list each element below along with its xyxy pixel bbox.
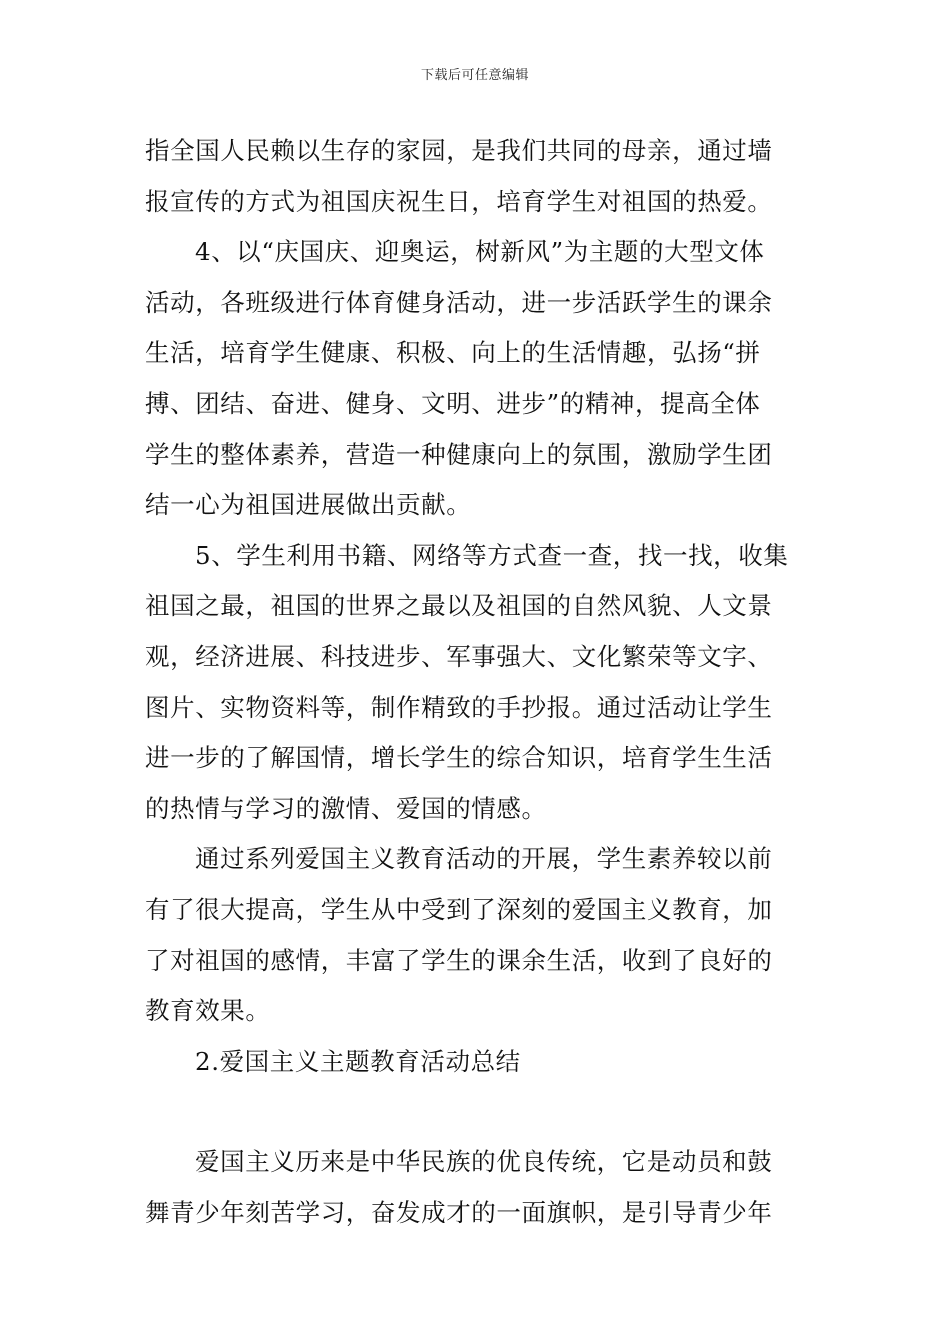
text-line: 的热情与学习的激情、爱国的情感。 (145, 793, 547, 823)
text-line: 进一步的了解国情，增长学生的综合知识，培育学生生活 (145, 743, 773, 773)
text-line: 图片、实物资料等，制作精致的手抄报。通过活动让学生 (145, 692, 773, 722)
text-line: 了对祖国的感情，丰富了学生的课余生活，收到了良好的 (145, 945, 773, 975)
text-line: 祖国之最，祖国的世界之最以及祖国的自然风貌、人文景 (145, 591, 773, 621)
section-heading: 2.爱国主义主题教育活动总结 (195, 1046, 521, 1076)
text-line: 结一心为祖国进展做出贡献。 (145, 490, 472, 520)
document-body (145, 126, 809, 1238)
blank-gap (145, 1087, 809, 1137)
text-line: 有了很大提高，学生从中受到了深刻的爱国主义教育，加 (145, 894, 773, 924)
text-line: 搏、团结、奋进、健身、文明、进步”的精神，提高全体 (145, 388, 761, 418)
paragraph-start-line: 通过系列爱国主义教育活动的开展，学生素养较以前 (195, 844, 773, 874)
text-line: 指全国人民赖以生存的家园，是我们共同的母亲，通过墙 (145, 136, 773, 165)
text-line: 生活，培育学生健康、积极、向上的生活情趣，弘扬“拼 (145, 338, 761, 368)
text-line: 学生的整体素养，营造一种健康向上的氛围，激励学生团 (145, 439, 773, 469)
paragraph-start-line: 4、以“庆国庆、迎奥运，树新风”为主题的大型文体 (195, 237, 765, 267)
page-header: 下载后可任意编辑 (420, 68, 529, 83)
text-line: 舞青少年刻苦学习，奋发成才的一面旗帜，是引导青少年 (145, 1197, 773, 1227)
paragraph-start-line: 爱国主义历来是中华民族的优良传统，它是动员和鼓 (195, 1147, 773, 1177)
text-line: 报宣传的方式为祖国庆祝生日，培育学生对祖国的热爱。 (145, 186, 773, 216)
paragraph-start-line: 5、学生利用书籍、网络等方式查一查，找一找，收集 (195, 540, 789, 570)
text-line: 活动，各班级进行体育健身活动，进一步活跃学生的课余 (145, 287, 773, 317)
text-line: 教育效果。 (145, 996, 271, 1026)
text-line: 观，经济进展、科技进步、军事强大、文化繁荣等文字、 (145, 641, 773, 671)
